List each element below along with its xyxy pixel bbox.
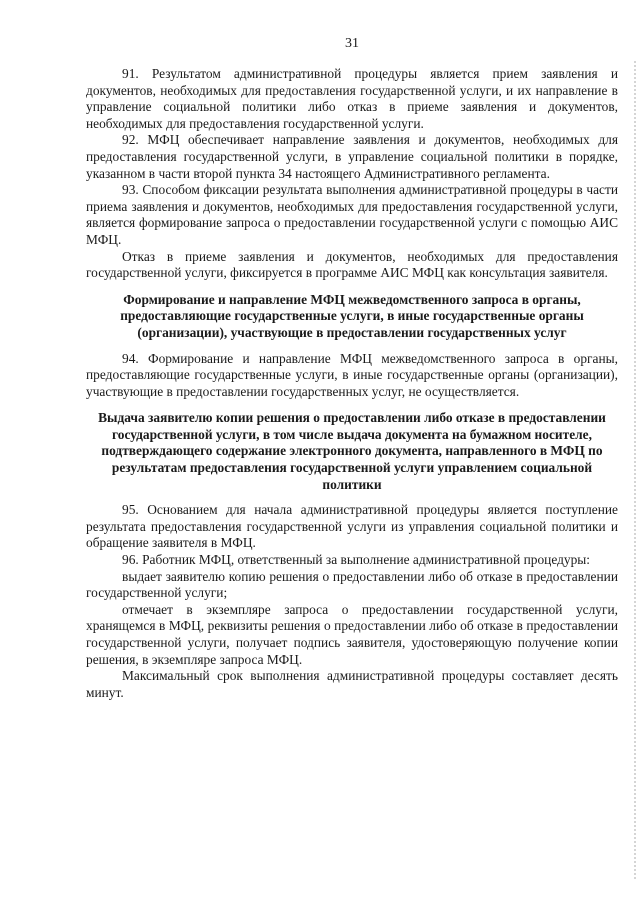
paragraph-96: 96. Работник МФЦ, ответственный за выполнение административной процедуры: (122, 552, 591, 568)
paragraph-92: 92. МФЦ обеспечивает направление заявления и документов, необходимых для предоставления государственной услуги, в управление социальной политики в порядке, указанном в части второй пункта 34 настоящего Административного регламента. (86, 132, 618, 181)
paragraph-93: 93. Способом фиксации результата выполнения административной процедуры в части приема заявления и документов, необходимых для предоставления государственной услуги, является формирование запроса о предоставлении государственной услуги с помощью АИС МФЦ. (86, 182, 618, 247)
scan-edge-dots (634, 60, 636, 880)
paragraph-refusal: Отказ в приеме заявления и документов, необходимых для предоставления государственной услуги, фиксируется в программе АИС МФЦ как консультация заявителя. (86, 248, 618, 281)
paragraph-96-item-2: отмечает в экземпляре запроса о предоставлении государственной услуги, хранящемся в МФЦ, реквизиты решения о предоставлении либо об отказе в предоставлении государственной услуги, получает подпись заявителя, удостоверяющую получение копии решения, в экземпляре запроса МФЦ. (86, 601, 618, 667)
page-number: 31 (345, 36, 359, 51)
paragraph-95: 95. Основанием для начала административной процедуры является поступление результата предоставления государственной услуги из управления социальной политики и обращение заявителя в МФЦ. (86, 502, 618, 551)
paragraph-94: 94. Формирование и направление МФЦ межведомственного запроса в органы, предоставляющие государственные услуги, в иные государственные органы (организации), участвующие в предоставлении государственных услуг, не осуществляется. (86, 350, 618, 399)
section-interagency (86, 351, 618, 401)
paragraph-max-time: Максимальный срок выполнения административной процедуры составляет десять минут. (86, 668, 618, 700)
paragraph-91: 91. Результатом административной процедуры является прием заявления и документов, необходимых для предоставления государственной услуги, и их направление в управление социальной политики либо отказ в приеме заявления и документов, необходимых для предоставления государственной услуги. (86, 66, 618, 131)
paragraph-96-item-1: выдает заявителю копию решения о предоставлении либо об отказе в предоставлении государственной услуги; (86, 568, 618, 601)
section-issuing (86, 502, 618, 701)
heading-issuing-decision: Выдача заявителю копии решения о предоставлении либо отказе в предоставлении государственной услуги, в том числе выдача документа на бумажном носителе, подтверждающего содержание электронного документа, направленного в МФЦ по результатам предоставления государственной услуги управлением социальной политики (98, 410, 606, 492)
section-results (86, 66, 618, 282)
heading-interagency-request: Формирование и направление МФЦ межведомственного запроса в органы, предоставляющие государственные услуги, в иные государственные органы (организации), участвующие в предоставлении государственных услуг (120, 291, 584, 340)
